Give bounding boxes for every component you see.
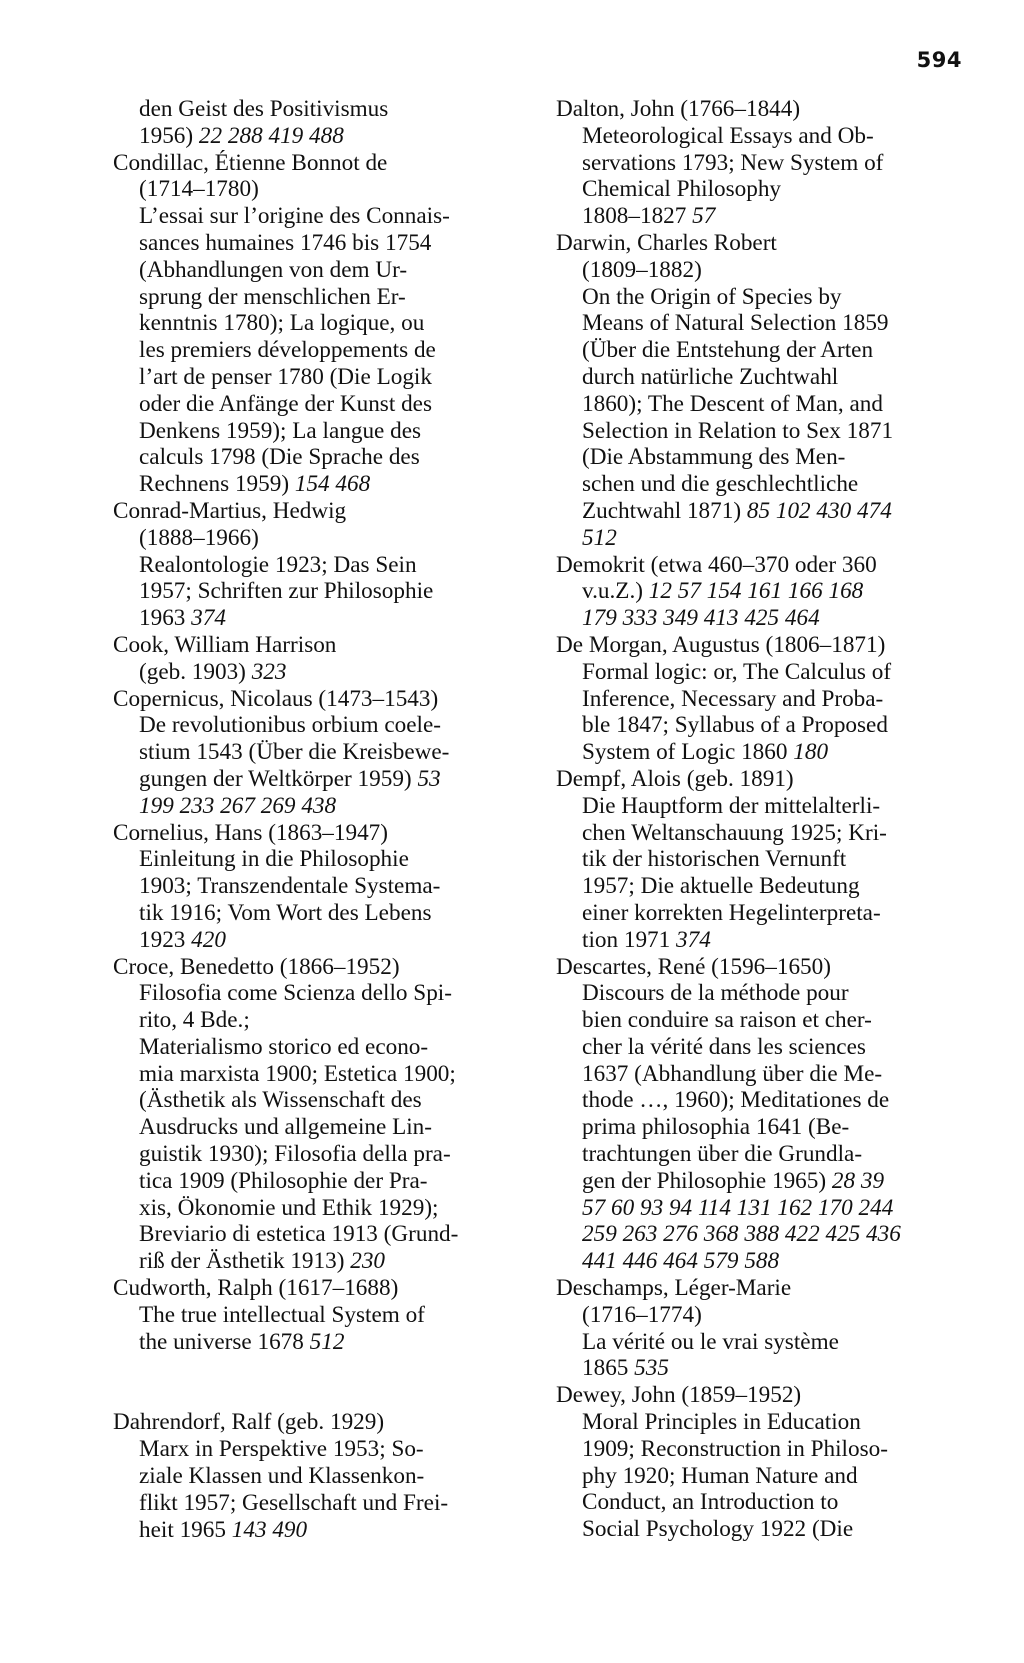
page-references: 22 288 419 488: [198, 122, 344, 149]
entry-text: tik der historischen Vernunft: [582, 846, 847, 873]
page-references: 374: [191, 605, 226, 632]
entry-text: riß der Ästhetik 1913): [139, 1248, 351, 1275]
index-entry: [556, 954, 976, 1276]
page-references: 230: [350, 1248, 386, 1275]
entry-heading: [556, 96, 976, 123]
entry-text: schen und die geschlechtliche: [582, 471, 859, 498]
entry-line: [113, 203, 533, 230]
entry-text: Einleitung in die Philosophie: [139, 846, 409, 873]
entry-line: [556, 1355, 976, 1382]
entry-text: 1637 (Abhandlung über die Me-: [582, 1060, 883, 1087]
entry-text: (Abhandlungen von dem Ur-: [139, 256, 408, 283]
left-column: [113, 96, 533, 1543]
page-references: 420: [191, 926, 226, 953]
entry-text: einer korrekten Hegelinterpreta-: [582, 899, 881, 926]
entry-line: [556, 444, 976, 471]
entry-line: [556, 1436, 976, 1463]
entry-line: [113, 1248, 533, 1275]
entry-line: [113, 1463, 533, 1490]
page-references: 441 446 464 579 588: [582, 1248, 780, 1275]
entry-text: Zuchtwahl 1871): [582, 497, 747, 524]
index-entry: [113, 632, 533, 686]
entry-text: sances humaines 1746 bis 1754: [139, 229, 432, 256]
entry-text: (1714–1780): [139, 176, 259, 203]
entry-line: [556, 525, 976, 552]
entry-line: [556, 605, 976, 632]
entry-line: [556, 1034, 976, 1061]
entry-line: [556, 257, 976, 284]
entry-text: Dewey, John (1859–1952): [556, 1382, 802, 1409]
entry-text: chen Weltanschauung 1925; Kri-: [582, 819, 887, 846]
entry-text: System of Logic 1860: [582, 739, 794, 766]
entry-heading: [113, 1275, 533, 1302]
entry-line: [113, 927, 533, 954]
entry-text: xis, Ökonomie und Ethik 1929);: [139, 1194, 439, 1221]
entry-line: [556, 498, 976, 525]
entry-line: [556, 1061, 976, 1088]
page-references: 199 233 267 269 438: [139, 792, 337, 819]
entry-text: La vérité ou le vrai système: [582, 1328, 839, 1355]
entry-line: [113, 1329, 533, 1356]
index-entry: [556, 632, 976, 766]
entry-text: l’art de penser 1780 (Die Logik: [139, 363, 432, 390]
entry-text: flikt 1957; Gesellschaft und Frei-: [139, 1489, 449, 1516]
entry-line: [556, 1329, 976, 1356]
entry-line: [113, 230, 533, 257]
entry-text: 1963: [139, 605, 192, 632]
entry-text: Conrad-Martius, Hedwig: [113, 497, 347, 524]
index-entry: [556, 96, 976, 230]
entry-line: [113, 444, 533, 471]
page-number: 594: [916, 48, 962, 72]
entry-line: [556, 1195, 976, 1222]
entry-text: kenntnis 1780); La logique, ou: [139, 310, 425, 337]
entry-heading: [113, 1409, 533, 1436]
entry-text: thode …, 1960); Meditationes de: [582, 1087, 890, 1114]
entry-line: [113, 552, 533, 579]
entry-line: [556, 846, 976, 873]
index-entry: [556, 552, 976, 632]
entry-text: Social Psychology 1922 (Die: [582, 1516, 854, 1543]
entry-line: [556, 1489, 976, 1516]
entry-text: ble 1847; Syllabus of a Proposed: [582, 712, 888, 739]
entry-text: (Ästhetik als Wissenschaft des: [139, 1087, 422, 1114]
entry-text: (1809–1882): [582, 256, 702, 283]
entry-heading: [113, 150, 533, 177]
page-references: 12 57 154 161 166 168: [648, 578, 864, 605]
page-references: 323: [251, 658, 287, 685]
index-entry: [113, 686, 533, 820]
entry-line: [556, 203, 976, 230]
entry-line: [113, 766, 533, 793]
entry-line: [113, 418, 533, 445]
index-entry: [113, 498, 533, 632]
entry-line: [556, 1168, 976, 1195]
entry-line: [113, 659, 533, 686]
entry-line: [113, 900, 533, 927]
entry-text: trachtungen über die Grundla-: [582, 1141, 863, 1168]
entry-line: [113, 739, 533, 766]
entry-line: [556, 123, 976, 150]
entry-text: tik 1916; Vom Wort des Lebens: [139, 899, 432, 926]
entry-text: The true intellectual System of: [139, 1301, 425, 1328]
entry-line: [113, 1168, 533, 1195]
entry-line: [556, 686, 976, 713]
entry-text: Die Hauptform der mittelalterli-: [582, 792, 881, 819]
entry-text: 1957; Die aktuelle Bedeutung: [582, 873, 860, 900]
entry-text: prima philosophia 1641 (Be-: [582, 1114, 850, 1141]
entry-text: Realontologie 1923; Das Sein: [139, 551, 417, 578]
entry-line: [556, 150, 976, 177]
entry-line: [113, 364, 533, 391]
entry-text: oder die Anfänge der Kunst des: [139, 390, 432, 417]
entry-line: [113, 284, 533, 311]
entry-heading: [113, 686, 533, 713]
entry-text: Condillac, Étienne Bonnot de: [113, 149, 388, 176]
entry-line: [556, 391, 976, 418]
entry-heading: [113, 632, 533, 659]
entry-line: [113, 712, 533, 739]
entry-line: [113, 1061, 533, 1088]
entry-line: [113, 337, 533, 364]
entry-text: Discours de la méthode pour: [582, 980, 849, 1007]
right-column: [556, 96, 976, 1543]
entry-text: Chemical Philosophy: [582, 176, 782, 203]
entry-text: De revolutionibus orbium coele-: [139, 712, 442, 739]
entry-text: gungen der Weltkörper 1959): [139, 765, 418, 792]
index-entry: [113, 954, 533, 1276]
page-references: 374: [676, 926, 711, 953]
entry-line: [556, 1302, 976, 1329]
entry-text: (1716–1774): [582, 1301, 702, 1328]
entry-line: [556, 176, 976, 203]
entry-text: 1909; Reconstruction in Philoso-: [582, 1435, 888, 1462]
entry-text: (geb. 1903): [139, 658, 252, 685]
entry-line: [556, 873, 976, 900]
entry-line: [556, 310, 976, 337]
page-references: 85 102 430 474: [746, 497, 892, 524]
page-references: 512: [309, 1328, 345, 1355]
entry-text: (Die Abstammung des Men-: [582, 444, 846, 471]
entry-text: Ausdrucks und allgemeine Lin-: [139, 1114, 432, 1141]
entry-text: Dahrendorf, Ralf (geb. 1929): [113, 1409, 385, 1436]
entry-line: [556, 1248, 976, 1275]
index-entry: [113, 820, 533, 954]
entry-line: [556, 1087, 976, 1114]
entry-line: [113, 1195, 533, 1222]
entry-text: mia marxista 1900; Estetica 1900;: [139, 1060, 456, 1087]
entry-line: [113, 873, 533, 900]
entry-text: Descartes, René (1596–1650): [556, 953, 831, 980]
entry-text: Dempf, Alois (geb. 1891): [556, 765, 794, 792]
entry-text: Cornelius, Hans (1863–1947): [113, 819, 389, 846]
entry-heading: [113, 498, 533, 525]
entry-line: [556, 739, 976, 766]
entry-text: the universe 1678: [139, 1328, 310, 1355]
entry-text: phy 1920; Human Nature and: [582, 1462, 858, 1489]
entry-line: [113, 1141, 533, 1168]
entry-text: 1903; Transzendentale Systema-: [139, 873, 441, 900]
entry-line: [113, 96, 533, 123]
entry-text: Rechnens 1959): [139, 471, 295, 498]
entry-text: Copernicus, Nicolaus (1473–1543): [113, 685, 439, 712]
entry-text: Cook, William Harrison: [113, 631, 337, 658]
entry-text: Selection in Relation to Sex 1871: [582, 417, 894, 444]
entry-line: [113, 123, 533, 150]
entry-line: [113, 846, 533, 873]
entry-line: [556, 793, 976, 820]
entry-line: [556, 578, 976, 605]
entry-line: [556, 1409, 976, 1436]
entry-line: [113, 1436, 533, 1463]
entry-text: cher la vérité dans les sciences: [582, 1033, 866, 1060]
entry-text: 1865: [582, 1355, 635, 1382]
entry-heading: [556, 230, 976, 257]
entry-text: Moral Principles in Education: [582, 1409, 861, 1436]
entry-text: Inference, Necessary and Proba-: [582, 685, 884, 712]
entry-text: 1860); The Descent of Man, and: [582, 390, 883, 417]
entry-text: Marx in Perspektive 1953; So-: [139, 1436, 424, 1463]
index-entry: [113, 1409, 533, 1543]
entry-heading: [556, 1382, 976, 1409]
entry-text: Demokrit (etwa 460–370 oder 360: [556, 551, 877, 578]
page-references: 57 60 93 94 114 131 162 170 244: [582, 1194, 894, 1221]
entry-line: [113, 176, 533, 203]
entry-text: Formal logic: or, The Calculus of: [582, 658, 892, 685]
entry-heading: [556, 766, 976, 793]
entry-text: De Morgan, Augustus (1806–1871): [556, 631, 886, 658]
entry-text: Darwin, Charles Robert: [556, 229, 777, 256]
page-references: 512: [582, 524, 617, 551]
entry-line: [556, 364, 976, 391]
entry-line: [556, 1463, 976, 1490]
index-entry: [556, 766, 976, 954]
entry-text: 1956): [139, 122, 199, 149]
entry-text: v.u.Z.): [582, 578, 649, 605]
entry-line: [556, 1221, 976, 1248]
entry-text: rito, 4 Bde.;: [139, 1007, 250, 1034]
entry-text: Breviario di estetica 1913 (Grund-: [139, 1221, 459, 1248]
continued-entry: [113, 96, 533, 150]
entry-line: [556, 1141, 976, 1168]
entry-line: [556, 980, 976, 1007]
entry-text: servations 1793; New System of: [582, 149, 884, 176]
entry-text: calculs 1798 (Die Sprache des: [139, 444, 420, 471]
entry-line: [113, 1114, 533, 1141]
entry-heading: [556, 552, 976, 579]
entry-text: (Über die Entstehung der Arten: [582, 337, 874, 364]
index-entry: [556, 230, 976, 552]
entry-text: Conduct, an Introduction to: [582, 1489, 839, 1516]
page-references: 57: [692, 203, 716, 230]
entry-text: ziale Klassen und Klassenkon-: [139, 1463, 425, 1490]
entry-text: tion 1971: [582, 926, 677, 953]
entry-text: Denkens 1959); La langue des: [139, 417, 422, 444]
page-references: 179 333 349 413 425 464: [582, 605, 820, 632]
entry-text: Meteorological Essays and Ob-: [582, 122, 874, 149]
entry-line: [556, 337, 976, 364]
section-gap: [113, 1355, 533, 1409]
entry-line: [113, 257, 533, 284]
entry-line: [113, 391, 533, 418]
page-references: 535: [634, 1355, 669, 1382]
entry-line: [113, 605, 533, 632]
entry-line: [113, 310, 533, 337]
entry-line: [556, 1516, 976, 1543]
index-entry: [113, 1275, 533, 1355]
entry-line: [556, 927, 976, 954]
entry-text: Cudworth, Ralph (1617–1688): [113, 1275, 399, 1302]
entry-line: [113, 1490, 533, 1517]
index-entry: [556, 1382, 976, 1543]
entry-text: Means of Natural Selection 1859: [582, 310, 889, 337]
page-references: 180: [793, 739, 829, 766]
entry-text: heit 1965: [139, 1516, 232, 1543]
entry-text: sprung der menschlichen Er-: [139, 283, 406, 310]
entry-line: [113, 1007, 533, 1034]
entry-heading: [113, 820, 533, 847]
entry-text: Dalton, John (1766–1844): [556, 96, 801, 122]
entry-line: [113, 578, 533, 605]
entry-line: [113, 980, 533, 1007]
entry-text: On the Origin of Species by: [582, 283, 842, 310]
entry-text: guistik 1930); Filosofia della pra-: [139, 1141, 451, 1168]
page-references: 28 39: [831, 1167, 885, 1194]
entry-line: [556, 820, 976, 847]
entry-line: [113, 1517, 533, 1544]
entry-line: [556, 1007, 976, 1034]
entry-text: les premiers développements de: [139, 337, 436, 364]
page-references: 53: [417, 765, 441, 792]
entry-text: stium 1543 (Über die Kreisbewe-: [139, 739, 450, 766]
page-references: 143 490: [231, 1516, 308, 1543]
entry-line: [556, 471, 976, 498]
entry-text: 1957; Schriften zur Philosophie: [139, 578, 434, 605]
entry-line: [113, 1221, 533, 1248]
entry-line: [556, 712, 976, 739]
entry-heading: [556, 1275, 976, 1302]
entry-text: Materialismo storico ed econo-: [139, 1033, 429, 1060]
entry-heading: [556, 632, 976, 659]
entry-text: tica 1909 (Philosophie der Pra-: [139, 1167, 428, 1194]
entry-text: den Geist des Positivismus: [139, 96, 389, 122]
entry-text: L’essai sur l’origine des Connais-: [139, 203, 450, 230]
entry-line: [113, 793, 533, 820]
entry-line: [113, 525, 533, 552]
entry-text: Croce, Benedetto (1866–1952): [113, 953, 400, 980]
entry-line: [113, 1034, 533, 1061]
page-references: 259 263 276 368 388 422 425 436: [582, 1221, 901, 1248]
index-entry: [556, 1275, 976, 1382]
index-entry: [113, 150, 533, 498]
page-references: 154 468: [294, 471, 371, 498]
entry-line: [556, 659, 976, 686]
entry-text: bien conduire sa raison et cher-: [582, 1007, 872, 1034]
entry-line: [556, 418, 976, 445]
entry-line: [113, 471, 533, 498]
entry-line: [113, 1087, 533, 1114]
entry-text: (1888–1966): [139, 524, 259, 551]
entry-line: [556, 284, 976, 311]
entry-text: durch natürliche Zuchtwahl: [582, 363, 839, 390]
entry-line: [556, 900, 976, 927]
entry-line: [556, 1114, 976, 1141]
entry-heading: [556, 954, 976, 981]
entry-heading: [113, 954, 533, 981]
entry-text: 1808–1827: [582, 203, 693, 230]
entry-line: [113, 1302, 533, 1329]
entry-text: gen der Philosophie 1965): [582, 1167, 832, 1194]
entry-text: Filosofia come Scienza dello Spi-: [139, 980, 452, 1007]
entry-text: 1923: [139, 926, 192, 953]
entry-text: Deschamps, Léger-Marie: [556, 1275, 792, 1302]
